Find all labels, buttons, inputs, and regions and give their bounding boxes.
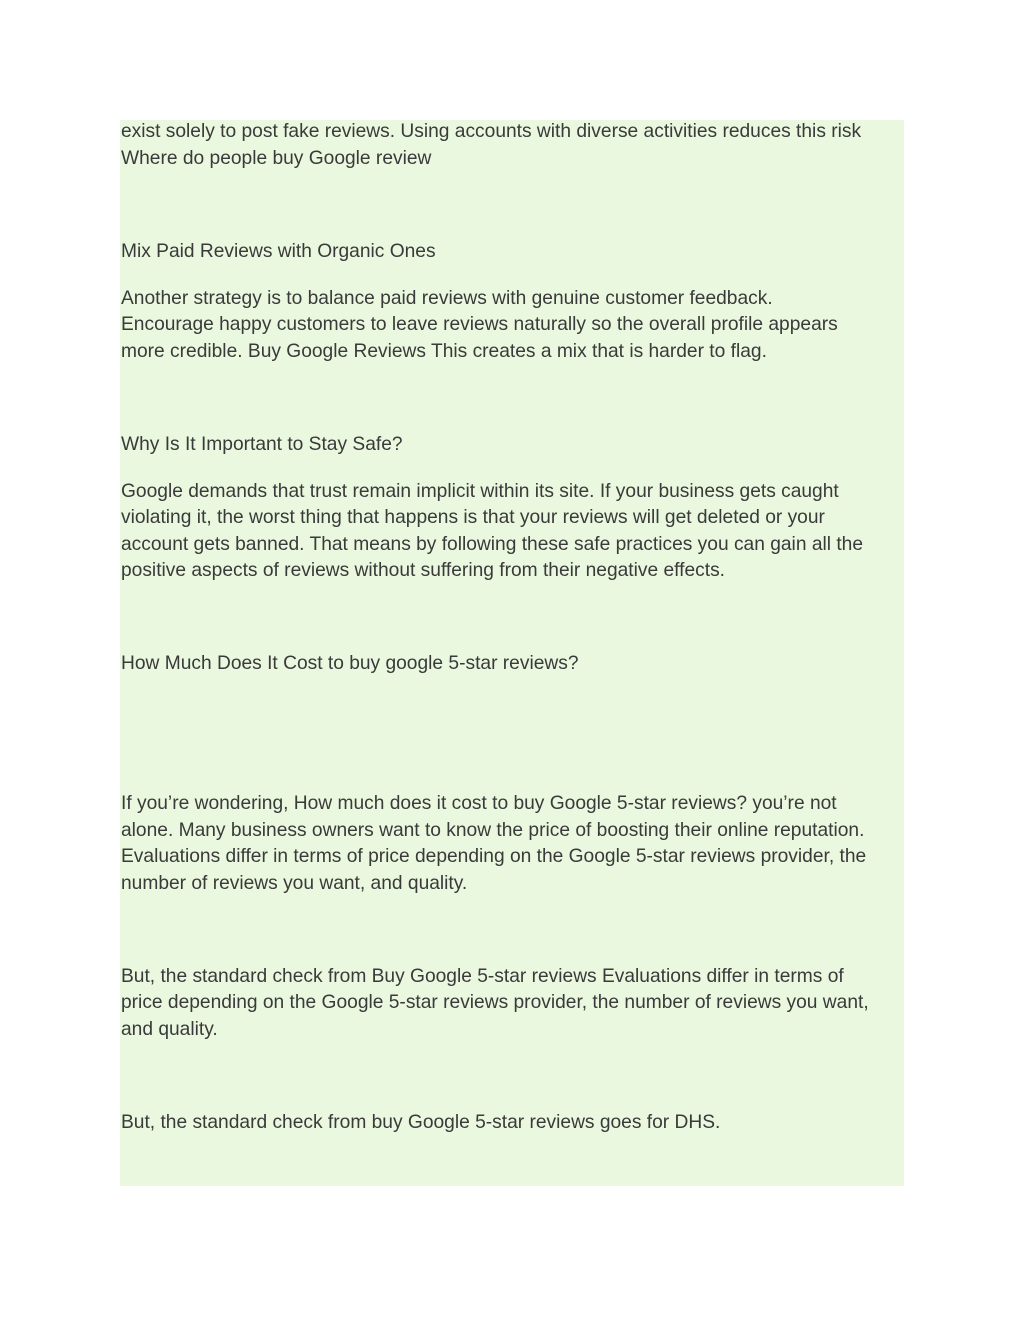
paragraph-line: and quality.: [121, 1019, 218, 1040]
paragraph-line: Evaluations differ in terms of price depending on the Google 5-star reviews provider, the: [121, 846, 867, 867]
paragraph-line: number of reviews you want, and quality.: [121, 873, 468, 894]
paragraph-line: more credible. Buy Google Reviews This creates a mix that is harder to flag.: [121, 341, 767, 362]
paragraph-line: If you’re wondering, How much does it cost to buy Google 5-star reviews? you’re not: [121, 793, 837, 814]
section-heading: Mix Paid Reviews with Organic Ones: [121, 241, 436, 262]
paragraph-line: Encourage happy customers to leave reviews naturally so the overall profile appears: [121, 314, 838, 335]
paragraph-line: price depending on the Google 5-star reviews provider, the number of reviews you want,: [121, 992, 869, 1013]
paragraph-line: exist solely to post fake reviews. Using accounts with diverse activities reduces this risk: [121, 121, 862, 142]
paragraph-line: Where do people buy Google review: [121, 148, 432, 169]
paragraph-line: But, the standard check from Buy Google 5-star reviews Evaluations differ in terms of: [121, 966, 844, 987]
paragraph-line: Another strategy is to balance paid reviews with genuine customer feedback.: [121, 288, 773, 309]
section-heading: Why Is It Important to Stay Safe?: [121, 434, 403, 455]
paragraph-line: But, the standard check from buy Google 5-star reviews goes for DHS.: [121, 1112, 721, 1133]
paragraph-line: Google demands that trust remain implicit within its site. If your business gets caught: [121, 481, 839, 502]
paragraph-line: account gets banned. That means by following these safe practices you can gain all the: [121, 534, 864, 555]
paragraph-line: violating it, the worst thing that happens is that your reviews will get deleted or your: [121, 507, 825, 528]
section-heading: How Much Does It Cost to buy google 5-star reviews?: [121, 653, 579, 674]
paragraph-line: positive aspects of reviews without suffering from their negative effects.: [121, 560, 725, 581]
paragraph-line: alone. Many business owners want to know the price of boosting their online reputation.: [121, 820, 865, 841]
